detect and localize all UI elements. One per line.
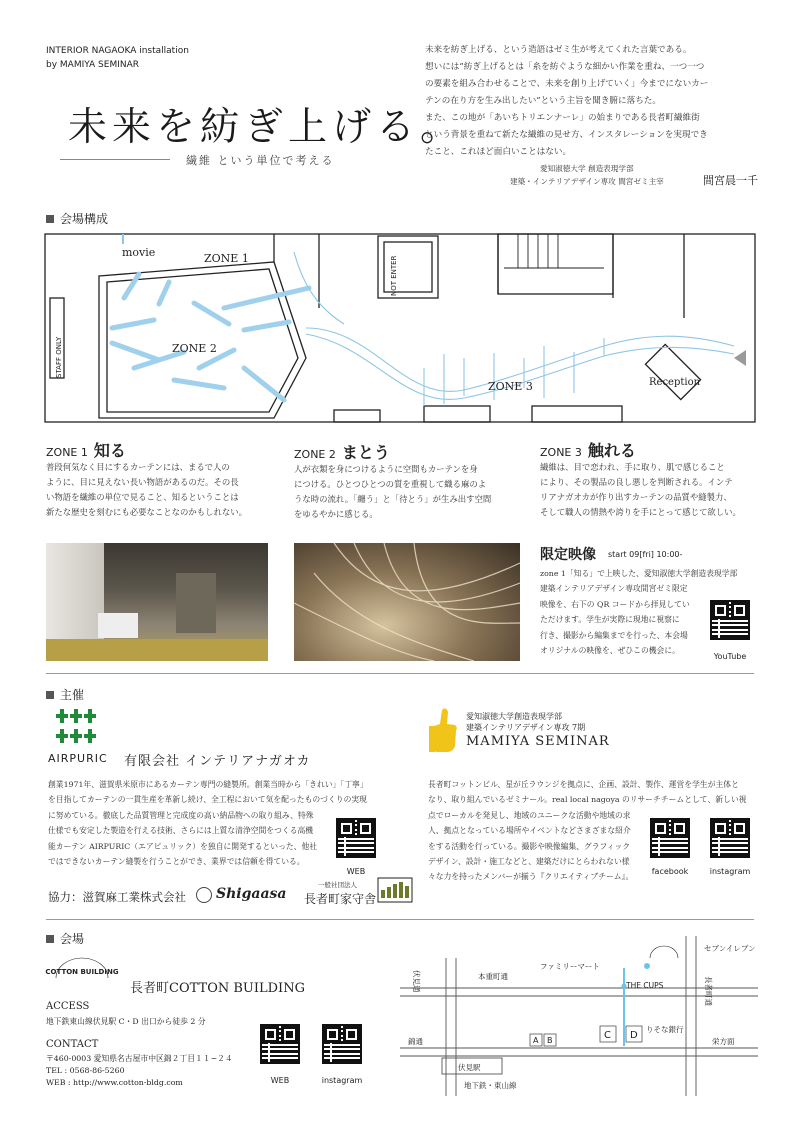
map-chojamachi: 長者町通 [704, 976, 713, 1006]
sign-affil1: 愛知淑徳大学 創造表現学部 [540, 164, 634, 173]
zone-text-line: そして職人の情熱や誇りを手にとって感じて欲しい。 [540, 507, 741, 517]
map-exit-b: B [547, 1036, 553, 1045]
venue-web-label: WEB [270, 1076, 290, 1085]
venue-instagram-qr[interactable] [322, 1024, 362, 1064]
zone1-photo [46, 543, 268, 661]
map-fushimi-st: 伏見駅 [458, 1063, 481, 1072]
coop2-small: 一般社団法人 [318, 881, 357, 889]
venue-heading: 会場 [46, 930, 84, 947]
venue-instagram-label: instagram [321, 1076, 363, 1085]
video-text-line: 建築インテリアデザイン専攻間宮ゼミ限定 [540, 584, 688, 594]
zone-text-line: につける。ひとつひとつの質を重視して織る麻のよ [294, 479, 487, 489]
company-text-line: ではできないカーテン縫製を行うことができ、業界では信頼を得ている。 [48, 857, 305, 867]
map-honjuku: 本重町通 [478, 972, 508, 981]
intro-line: また、この地が「あいちトリエンナーレ」の始まりである長者町繊維街 [425, 113, 700, 123]
zone-text-line: 新たな歴史を刻むにも必要なことなのかもしれない。 [46, 507, 247, 517]
stair [498, 234, 613, 294]
venue-web-qr[interactable] [260, 1024, 300, 1064]
venue-name: 長者町COTTON BUILDING [130, 981, 305, 996]
thumbs-up-logo-icon [428, 706, 458, 754]
contact-line: WEB : http://www.cotton-bldg.com [46, 1078, 183, 1087]
company-text-line: 能カーテン AIRPURIC（エアピュリック）を独自に開発するといった、他社 [48, 841, 318, 851]
coop2-name: 長者町家守舎 [304, 892, 377, 906]
video-title: 限定映像 [540, 547, 596, 563]
company-web-qr[interactable] [336, 818, 376, 858]
video-start: start 09[fri] 10:00- [608, 550, 683, 559]
video-text-line: オリジナルの映像を、ぜひこの機会に。 [540, 646, 680, 656]
label-staff-only: STAFF ONLY [55, 336, 63, 378]
label-zone2: ZONE 2 [172, 342, 217, 355]
map-exit-a: A [533, 1036, 539, 1045]
cotton-building-logo-icon [45, 952, 119, 996]
sign-name: 間宮晨一千 [703, 174, 758, 187]
square-bullet-icon [46, 935, 54, 943]
cotton-logo-text: COTTON BUILDING [45, 968, 119, 976]
label-zone3: ZONE 3 [488, 380, 533, 393]
shigaasa-mark-icon [196, 887, 212, 903]
intro-line: 想いには”紡ぎ上げるとは「糸を紡ぐような細かい作業を重ね、一つ一つ [425, 62, 705, 72]
page-subtitle: 繊維 という単位で考える [186, 154, 335, 167]
floor-plan [44, 228, 756, 428]
label-not-enter: NOT ENTER [390, 255, 398, 296]
map-fushimi-dori: 伏見通 [412, 970, 421, 993]
zone2-text [294, 462, 526, 522]
seminar-text-line: デザイン、設計・施工などと、建築だけにとらわれない様 [428, 857, 630, 867]
page-title: 未来を紡ぎ上げる。 [68, 105, 465, 150]
contact-line: TEL : 0568-86-5260 [46, 1066, 125, 1075]
video-text-line: zone 1「知る」で上映した、愛知淑徳大学創造表現学部 [540, 569, 738, 578]
contact-heading: CONTACT [46, 1039, 99, 1050]
intro-line: たこと、これほど面白いことはない。 [425, 147, 572, 157]
company-text-line: 仕様でも安定した製造を行える技術、さらには上質な清浄空間をつくる高機 [48, 826, 314, 836]
contact-line: 〒460-0003 愛知県名古屋市中区錦２丁目１１−２４ [46, 1054, 233, 1063]
zone-text-line: うな時の流れ。「纏う」と「待とう」が生み出す空間 [294, 494, 492, 504]
youtube-label: YouTube [713, 652, 747, 661]
video-text-line: 映像を、右下の QR コードから拝見してい [540, 599, 690, 609]
zone3-title: ZONE 3 触れる [540, 441, 636, 460]
company-text-line: 創業1971年、滋賀県米原市にあるカーテン専門の縫製所。創業当時から「きれい」「丁寧」 [48, 780, 368, 789]
intro-text [425, 42, 765, 161]
facebook-qr[interactable] [650, 818, 690, 858]
seminar-text-line: なり、取り組んでいるゼミナール。real local nagoya のリサーチチームとして、新しい視 [428, 795, 747, 805]
video-text-line: ただけます。学生が実際に現地に視察に [540, 615, 680, 625]
map-exit-d: D [630, 1030, 638, 1041]
organizer-heading: 主催 [46, 686, 84, 703]
square-bullet-icon [46, 691, 54, 699]
org-credit [46, 44, 189, 72]
sign-affil2: 建築・インテリアデザイン専攻 間宮ゼミ主宰 [510, 177, 664, 186]
zone-text-line: い物語を繊維の単位で見ること、知るということは [46, 492, 239, 502]
seminar-text-line: 点でローカルを発見し、地域のユニークな活動や地域の求 [428, 810, 631, 820]
org-line2: by MAMIYA SEMINAR [46, 60, 140, 70]
yamorisha-logo-icon [378, 878, 412, 902]
seminar-text-line: をする活動を行っている。撮影や映像編集、グラフィック [428, 841, 631, 851]
video-text-line: 行き、撮影から編集までを行った、本会場 [540, 630, 688, 640]
facebook-label: facebook [651, 867, 689, 876]
zone-text-line: 普段何気なく目にするカーテンには、まるで人の [46, 462, 230, 472]
zone-text-line: 人が衣類を身につけるように空間もカーテンを身 [294, 464, 478, 474]
not-enter-box [378, 236, 438, 298]
label-movie: movie [122, 246, 156, 259]
airpuric-logo-icon [56, 709, 102, 745]
seminar-text-line: 々な力を持ったメンバーが揃う『クリエイティブチーム』。 [428, 872, 634, 882]
layout-heading: 会場構成 [46, 210, 108, 227]
intro-line: テンの在り方を生み出したい”という主旨を聞き腑に落ちた。 [425, 96, 661, 106]
zone-text-line: をゆるやかに感じる。 [294, 509, 378, 519]
zone2-photo [294, 543, 520, 661]
org-line1: INTERIOR NAGAOKA installation [46, 46, 189, 56]
entrance-arrow-icon [734, 350, 746, 366]
airpuric-brand: AIRPURIC [48, 752, 108, 765]
zone-text-line: ように、目に見えない長い物語があるのだ。その長 [46, 477, 239, 487]
instagram-label: instagram [709, 867, 751, 876]
access-map [400, 936, 758, 1096]
access-text: 地下鉄東山線伏見駅 C・D 出口から徒歩 2 分 [46, 1017, 206, 1026]
map-sakaecho: 栄方面 [712, 1037, 735, 1046]
coop-label: 協力：滋賀麻工業株式会社 [48, 890, 186, 904]
map-resona: りそな銀行 [646, 1025, 684, 1034]
map-subway: 地下鉄・東山線 [464, 1081, 517, 1090]
venue-pin-icon [644, 963, 650, 969]
access-heading: ACCESS [46, 1001, 90, 1012]
seminar-name: MAMIYA SEMINAR [466, 734, 610, 749]
seminar-text-line: 長者町コットンビル、星が丘ラウンジを拠点に、企画、設計、製作、運営を学生が主体と [428, 780, 739, 789]
shigaasa-brand: Shigaasa [216, 886, 287, 902]
reception-desk [645, 344, 700, 399]
instagram-qr[interactable] [710, 818, 750, 858]
company-text-line: を目指してカーテンの一貫生産を革新し続け、全工程において気を配ったものづくりの実現 [48, 795, 367, 805]
company-text-line: に努めている。徹底した品質管理と完成度の高い納品物への取り組み、特殊 [48, 810, 314, 820]
zone-text-line: 繊維は、目で恋われ、手に取り、肌で感じること [540, 462, 725, 472]
map-nishiki: 錦通 [408, 1037, 423, 1046]
zone1-text [46, 460, 278, 520]
seminar-affil1: 愛知淑徳大学創造表現学部 [466, 712, 562, 721]
contact-text [46, 1053, 233, 1089]
divider-2 [46, 919, 754, 920]
intro-line: の要素を組み合わせることで、未来を創り上げていく」今までにないカー [425, 79, 709, 89]
seminar-affil2: 建築インテリアデザイン専攻 7期 [466, 723, 586, 732]
youtube-qr[interactable] [710, 600, 750, 640]
zone-text-line: リアナガオカが作り出すカーテンの品質や縫製力、 [540, 492, 732, 502]
square-bullet-icon [46, 215, 54, 223]
zone1-title: ZONE 1 知る [46, 441, 126, 460]
subtitle-rule [60, 159, 170, 160]
seminar-text-line: 人、拠点となっている場所やイベントなどさまざまな紹介 [428, 826, 631, 836]
map-seven: セブンイレブン [704, 944, 756, 953]
map-familymart: ファミリーマート [540, 962, 600, 971]
video-text [540, 566, 738, 658]
company-web-label: WEB [346, 867, 366, 876]
zone3-text [540, 460, 772, 520]
intro-line: という背景を重ねて新たな繊維の見せ方、インスタレーションを実現でき [425, 130, 708, 140]
map-exit-c: C [604, 1030, 611, 1041]
label-reception: Reception [649, 377, 701, 388]
map-thecups: THE CUPS [626, 981, 664, 990]
divider-1 [46, 673, 754, 674]
zone-text-line: により、その製品の良し悪しを判断される。インテ [540, 477, 733, 487]
label-zone1: ZONE 1 [204, 252, 249, 265]
company-name: 有限会社 インテリアナガオカ [124, 754, 311, 769]
zone2-title: ZONE 2 まとう [294, 443, 390, 462]
intro-line: 未来を紡ぎ上げる、という造語はゼミ生が考えてくれた言葉である。 [425, 45, 692, 55]
